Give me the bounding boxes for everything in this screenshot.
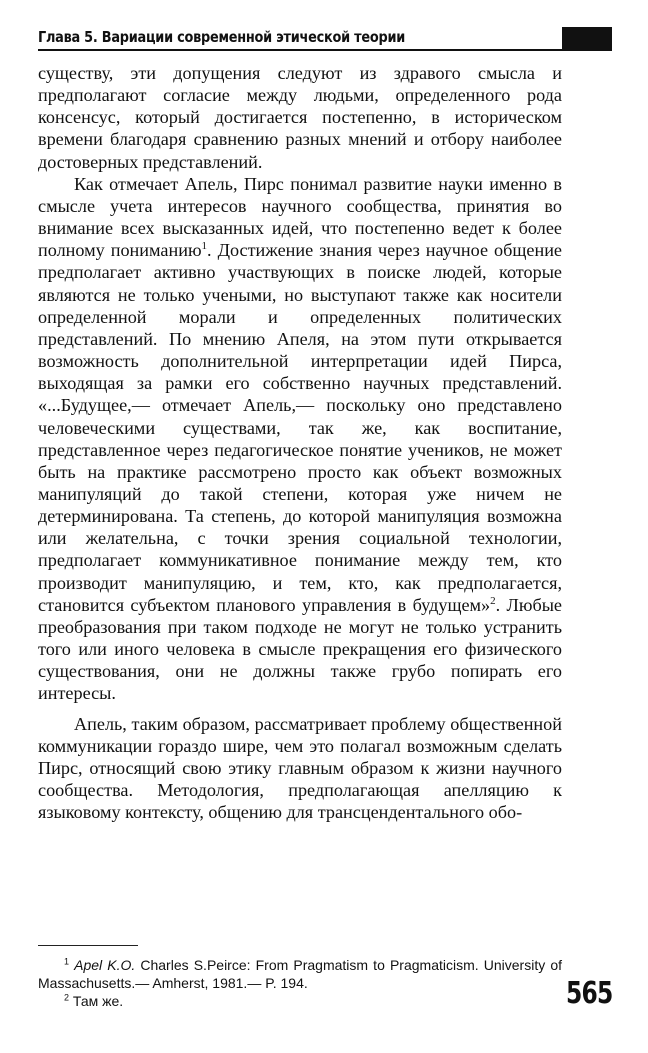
footnote-1-text: Charles S.Peirce: From Pragmatism to Pragmaticism. University of Massachusetts.— Amherst, 1981.— P. 194. — [38, 957, 562, 991]
header-black-tab — [562, 27, 612, 49]
footnote-1-author: Apel K.O. — [74, 957, 136, 973]
footnote-1-number: 1 — [64, 956, 70, 967]
footnotes — [38, 956, 562, 1010]
paragraph-2-part-b: . Достижение знания через научное общение предполагает активно участвующих в поиске людей, которые являются не только учеными, но выступают также как носители определенной морали и определенных политических представлений. По мнению Апеля, на этом пути открывается возможность дополнительной интерпретации идей Пирса, выходящая за рамки его собственно научных представлений. «...Будущее,— отмечает Апель,— поскольку оно представлено человеческими существами, так же, как воспитание, представленное через педагогическое понятие учеников, не может быть на практике рассмотрено просто как объект возможных манипуляций до такой степени, которая уже ничем не детерминирована. Та степень, до которой манипуляция возможна или желательна, с точки зрения социальной технологии, предполагает коммуникативное понимание между тем, кто производит манипуляцию, и тем, кто, как предполагается, становится субъектом планового управления в будущем» — [38, 240, 562, 615]
paragraph-2-part-c: . Любые преобразования при таком подходе не могут не только устранить того или иного человека в смысле прекращения его физического существования, они не должны также грубо попирать его интересы. — [38, 594, 563, 704]
paragraph-2-part-a: Как отмечает Апель, Пирс понимал развитие науки именно в смысле учета интересов научного сообщества, принятия во внимание всех высказанных идей, что постепенно ведет к более полному пониманию — [38, 173, 562, 261]
paragraph-1: существу, эти допущения следуют из здравого смысла и предполагают согласие между людьми, определенного рода консенсус, который достигается постепенно, в историческом времени благодаря сравнению разных мнений и отбору наиболее достоверных представлений. — [38, 63, 562, 172]
page-number: 565 — [566, 976, 613, 1011]
footnote-2 — [38, 992, 562, 1010]
paragraph-2 — [38, 173, 562, 705]
footnote-2-text: Там же. — [69, 993, 124, 1009]
footnote-1 — [38, 956, 562, 992]
footnote-ref-2: 2 — [490, 594, 496, 607]
footnote-divider — [38, 945, 138, 946]
main-text — [38, 62, 562, 823]
footnote-ref-1: 1 — [201, 240, 208, 253]
footnote-2-number: 2 — [64, 992, 70, 1003]
running-header — [38, 27, 612, 51]
chapter-title: Глава 5. Вариации современной этической теории — [38, 28, 406, 46]
paragraph-3: Апель, таким образом, рассматривает проблему общественной коммуникации гораздо шире, чем это полагал возможным сделать Пирс, относящий свою этику главным образом к жизни научного сообщества. Методология, предполагающая апелляцию к языковому контексту, общению для трансцендентального обо- — [38, 713, 562, 823]
